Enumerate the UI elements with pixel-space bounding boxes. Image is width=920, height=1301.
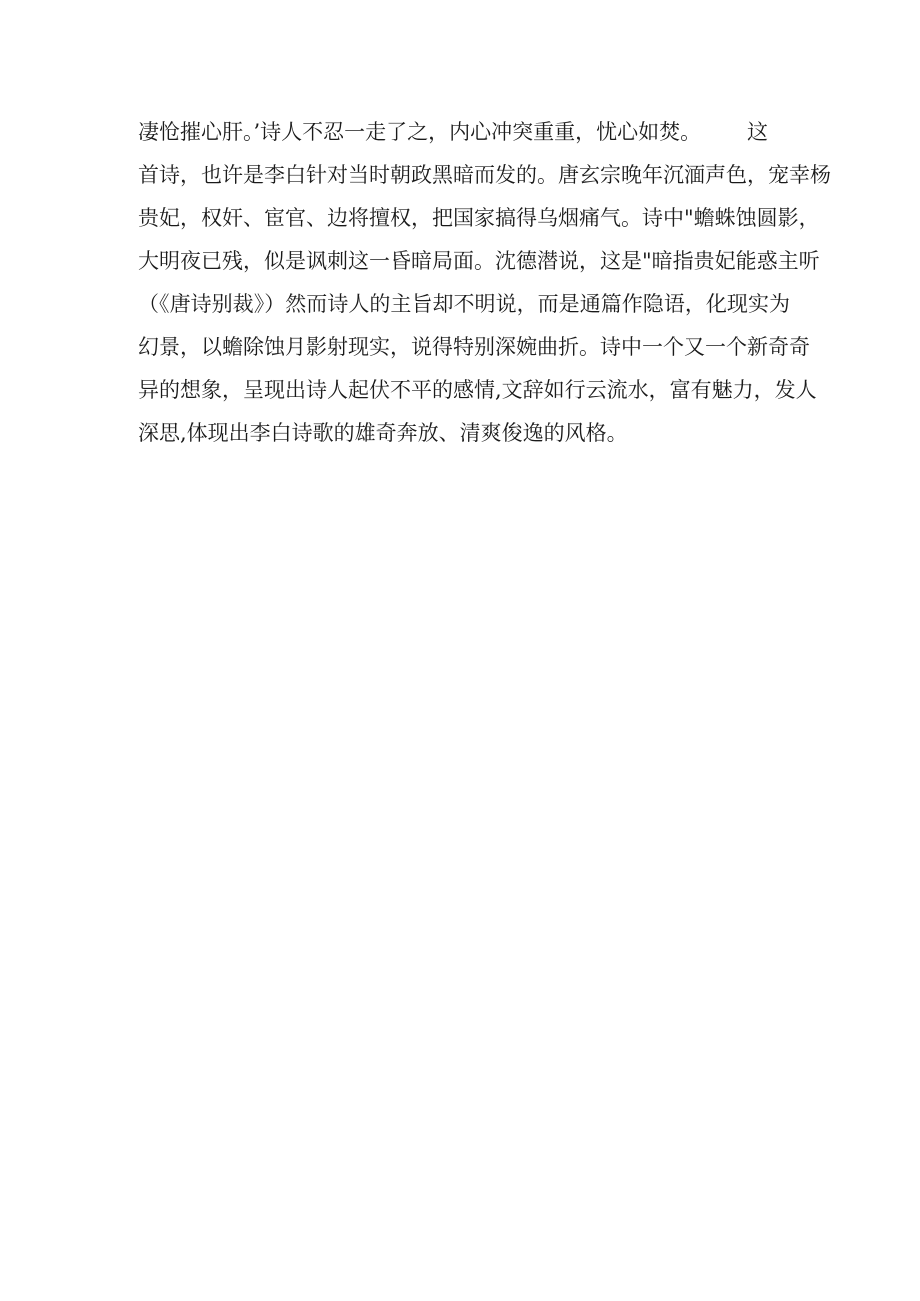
- text-line-6: 幻景，以蟾除蚀月影射现实，说得特别深婉曲折。诗中一个又一个新奇奇: [138, 335, 810, 359]
- text-line-1: [138, 111, 790, 154]
- text-line-1-tail: 这: [747, 120, 768, 144]
- text-line-3: 贵妃，权奸、宦官、边将擅权，把国家搞得乌烟痛气。诗中"蟾蛛蚀圆影，: [138, 206, 820, 230]
- text-line-1-main: 凄怆摧心肝。’诗人不忍一走了之，内心冲突重重，忧心如焚。: [138, 120, 702, 144]
- text-line-8: 深思,体现出李白诗歌的雄奇奔放、清爽俊逸的风格。: [138, 421, 628, 445]
- text-line-4: 大明夜已残，似是讽刺这一昏暗局面。沈德潜说，这是"暗指贵妃能惑主听: [138, 249, 820, 273]
- text-line-5: （《唐诗别裁》）然而诗人的主旨却不明说，而是通篇作隐语，化现实为: [138, 292, 790, 316]
- document-body: [138, 111, 831, 455]
- text-line-7: 异的想象，呈现出诗人起伏不平的感情,文辞如行云流水，富有魅力，发人: [138, 378, 817, 402]
- text-line-2: 首诗，也许是李白针对当时朝政黑暗而发的。唐玄宗晚年沉湎声色，宠幸杨: [138, 163, 831, 187]
